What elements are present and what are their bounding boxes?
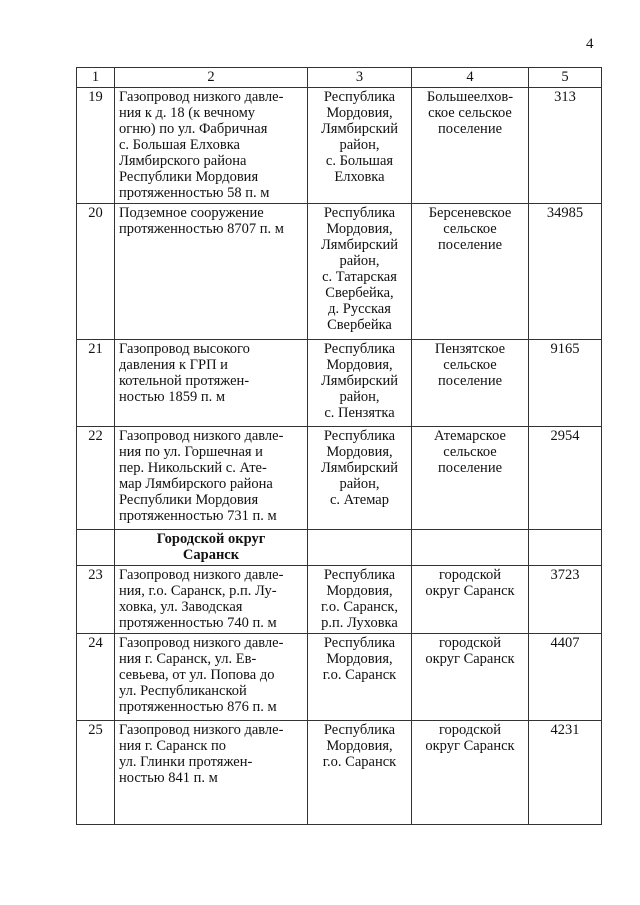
- section-empty-cell: [308, 530, 412, 566]
- object-value: 4407: [529, 634, 602, 721]
- table-row: [77, 88, 602, 204]
- object-name: Газопровод низкого давле- ния г. Саранск по ул. Глинки протяжен- ностью 841 п. м: [115, 721, 308, 825]
- table-row: [77, 721, 602, 825]
- object-location: Республика Мордовия, Лямбирский район, с. Атемар: [308, 427, 412, 530]
- object-value: 9165: [529, 340, 602, 427]
- section-title: Городской округ Саранск: [115, 530, 308, 566]
- object-name: Газопровод низкого давле- ния, г.о. Саранск, р.п. Лу- ховка, ул. Заводская протяженностью 740 п. м: [115, 566, 308, 634]
- object-name: Газопровод низкого давле- ния к д. 18 (к вечному огню) по ул. Фабричная с. Большая Елховка Лямбирского района Республики Мордовия протяженностью 58 п. м: [115, 88, 308, 204]
- row-number: 25: [77, 721, 115, 825]
- settlement-name: городской округ Саранск: [412, 721, 529, 825]
- column-header: 3: [308, 68, 412, 88]
- table-row: [77, 566, 602, 634]
- object-value: 3723: [529, 566, 602, 634]
- table-row: [77, 634, 602, 721]
- section-empty-cell: [529, 530, 602, 566]
- object-value: 2954: [529, 427, 602, 530]
- object-location: Республика Мордовия, г.о. Саранск: [308, 634, 412, 721]
- settlement-name: городской округ Саранск: [412, 566, 529, 634]
- object-name: Газопровод низкого давле- ния г. Саранск, ул. Ев- севьева, от ул. Попова до ул. Республиканской протяженностью 876 п. м: [115, 634, 308, 721]
- column-header: 1: [77, 68, 115, 88]
- settlement-name: Берсеневское сельское поселение: [412, 204, 529, 340]
- object-name: Газопровод высокого давления к ГРП и котельной протяжен- ностью 1859 п. м: [115, 340, 308, 427]
- object-value: 313: [529, 88, 602, 204]
- object-value: 34985: [529, 204, 602, 340]
- object-location: Республика Мордовия, г.о. Саранск: [308, 721, 412, 825]
- settlement-name: Пензятское сельское поселение: [412, 340, 529, 427]
- row-number: 21: [77, 340, 115, 427]
- column-header: 4: [412, 68, 529, 88]
- table-row: [77, 204, 602, 340]
- section-row: [77, 530, 602, 566]
- object-location: Республика Мордовия, Лямбирский район, с. Большая Елховка: [308, 88, 412, 204]
- column-header: 2: [115, 68, 308, 88]
- row-number: 22: [77, 427, 115, 530]
- gas-pipeline-table: [76, 67, 602, 825]
- table-row: [77, 340, 602, 427]
- row-number: 19: [77, 88, 115, 204]
- object-name: Газопровод низкого давле- ния по ул. Горшечная и пер. Никольский с. Ате- мар Лямбирского района Республики Мордовия протяженностью 731 п. м: [115, 427, 308, 530]
- row-number: 24: [77, 634, 115, 721]
- settlement-name: городской округ Саранск: [412, 634, 529, 721]
- object-name: Подземное сооружение протяженностью 8707 п. м: [115, 204, 308, 340]
- object-location: Республика Мордовия, Лямбирский район, с. Татарская Свербейка, д. Русская Свербейка: [308, 204, 412, 340]
- row-number: 23: [77, 566, 115, 634]
- row-number: 20: [77, 204, 115, 340]
- object-value: 4231: [529, 721, 602, 825]
- section-empty-cell: [412, 530, 529, 566]
- object-location: Республика Мордовия, Лямбирский район, с. Пензятка: [308, 340, 412, 427]
- object-location: Республика Мордовия, г.о. Саранск, р.п. Луховка: [308, 566, 412, 634]
- settlement-name: Большеелхов- ское сельское поселение: [412, 88, 529, 204]
- settlement-name: Атемарское сельское поселение: [412, 427, 529, 530]
- section-number-cell: [77, 530, 115, 566]
- header-row: [77, 68, 602, 88]
- page-number: 4: [586, 36, 594, 52]
- column-header: 5: [529, 68, 602, 88]
- table-row: [77, 427, 602, 530]
